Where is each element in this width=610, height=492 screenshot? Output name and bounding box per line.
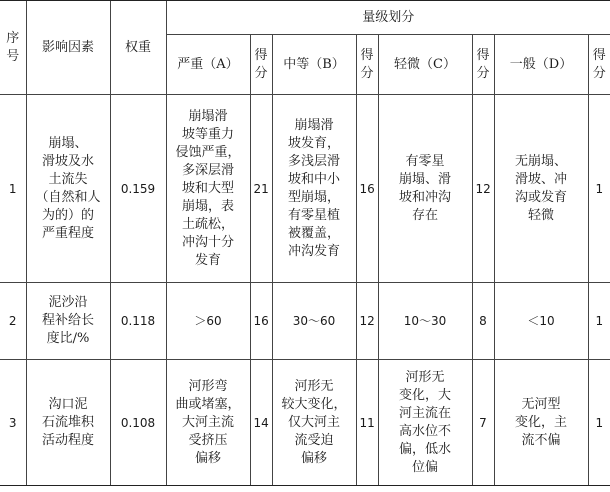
- cell-level-a: 河形弯 曲或堵塞， 大河主流 受挤压 偏移: [166, 360, 250, 486]
- header-score-d: 得 分: [588, 35, 610, 95]
- header-score-a: 得 分: [250, 35, 272, 95]
- table-row: [0, 95, 610, 283]
- cell-seq: 2: [0, 283, 26, 360]
- cell-level-c: 有零星 崩塌、滑 坡和冲沟 存在: [378, 95, 472, 283]
- table-row: [0, 283, 610, 360]
- cell-seq: 1: [0, 95, 26, 283]
- cell-score-d: 1: [588, 95, 610, 283]
- header-seq: 序 号: [0, 1, 26, 95]
- table-row: [0, 360, 610, 486]
- header-level-b: 中等（B）: [272, 35, 356, 95]
- cell-weight: 0.118: [110, 283, 166, 360]
- header-weight: 权重: [110, 1, 166, 95]
- header-level-a: 严重（A）: [166, 35, 250, 95]
- cell-score-c: 12: [472, 95, 494, 283]
- cell-score-b: 16: [356, 95, 378, 283]
- cell-factor: 泥沙沿 程补给长 度比/%: [26, 283, 110, 360]
- cell-score-b: 12: [356, 283, 378, 360]
- header-score-c: 得 分: [472, 35, 494, 95]
- cell-weight: 0.108: [110, 360, 166, 486]
- header-factor: 影响因素: [26, 1, 110, 95]
- cell-score-d: 1: [588, 283, 610, 360]
- cell-score-c: 7: [472, 360, 494, 486]
- cell-score-a: 16: [250, 283, 272, 360]
- cell-factor: 沟口泥 石流堆积 活动程度: [26, 360, 110, 486]
- cell-level-d: ＜10: [494, 283, 588, 360]
- cell-level-b: 崩塌滑 坡发育， 多浅层滑 坡和中小 型崩塌， 有零星植 被覆盖， 冲沟发育: [272, 95, 356, 283]
- cell-weight: 0.159: [110, 95, 166, 283]
- header-score-b: 得 分: [356, 35, 378, 95]
- header-level-c: 轻微（C）: [378, 35, 472, 95]
- cell-level-d: 无崩塌、 滑坡、冲 沟或发育 轻微: [494, 95, 588, 283]
- cell-level-b: 30～60: [272, 283, 356, 360]
- header-grading: 量级划分: [166, 1, 610, 35]
- cell-score-d: 1: [588, 360, 610, 486]
- cell-level-a: 崩塌滑 坡等重力 侵蚀严重， 多深层滑 坡和大型 崩塌，表 土疏松， 冲沟十分 发育: [166, 95, 250, 283]
- cell-score-a: 14: [250, 360, 272, 486]
- cell-seq: 3: [0, 360, 26, 486]
- cell-factor: 崩塌、 滑坡及水 土流失 （自然和人 为的）的 严重程度: [26, 95, 110, 283]
- cell-level-c: 10～30: [378, 283, 472, 360]
- header-level-d: 一般（D）: [494, 35, 588, 95]
- cell-score-a: 21: [250, 95, 272, 283]
- cell-level-c: 河形无 变化，大 河主流在 高水位不 偏，低水 位偏: [378, 360, 472, 486]
- cell-level-a: ＞60: [166, 283, 250, 360]
- cell-level-d: 无河型 变化，主 流不偏: [494, 360, 588, 486]
- cell-score-c: 8: [472, 283, 494, 360]
- cell-level-b: 河形无 较大变化， 仅大河主 流受迫 偏移: [272, 360, 356, 486]
- cell-score-b: 11: [356, 360, 378, 486]
